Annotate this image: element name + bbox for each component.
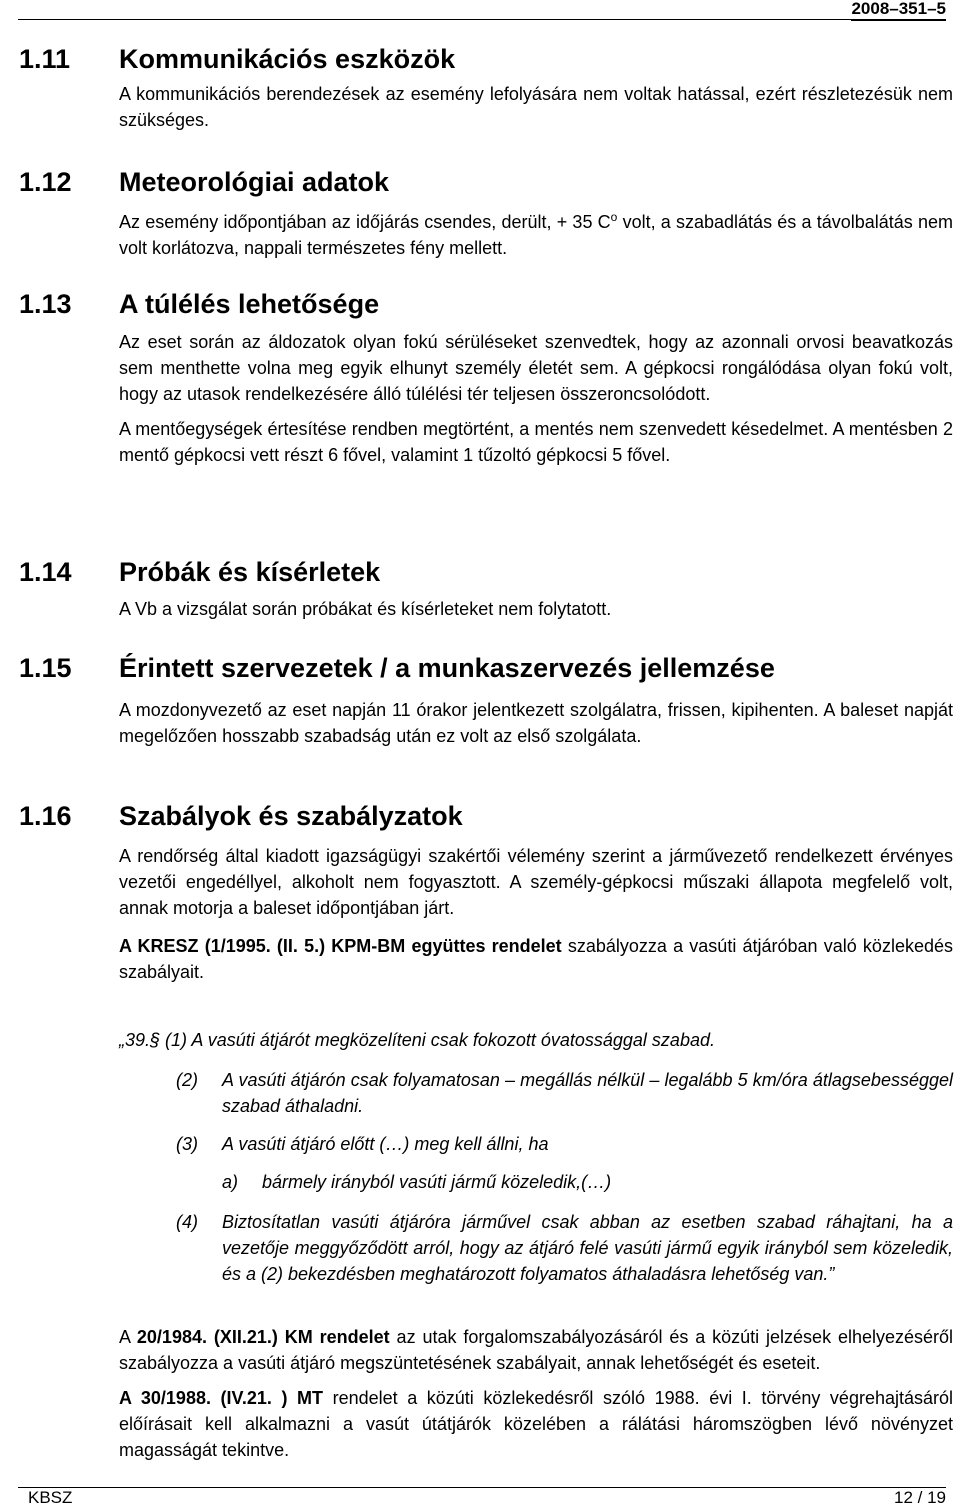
section-heading bbox=[19, 799, 953, 833]
paragraph-text: az utak forgalomszabályozásáról és a közúti jelzések elhelyezéséről szabályozza a vasúti átjáró megszüntetésének szabályait, annak lehetőségét és eseteit. bbox=[119, 1327, 954, 1373]
section-title: Kommunikációs eszközök bbox=[119, 44, 456, 74]
paragraph: A Vb a vizsgálat során próbákat és kísérleteket nem folytatott. bbox=[119, 599, 612, 619]
section-1-16-continued bbox=[19, 1324, 953, 1463]
rule-number: a) bbox=[222, 1172, 239, 1192]
regulation-reference: A KRESZ (1/1995. (II. 5.) KPM-BM együttes rendelet bbox=[119, 936, 562, 956]
rule-text: bármely irányból vasúti jármű közeledik,(…) bbox=[262, 1172, 612, 1192]
quoted-rule-1: „39.§ (1) A vasúti átjárót megközelíteni csak fokozott óvatossággal szabad. bbox=[119, 1030, 715, 1050]
regulation-reference: 20/1984. (XII.21.) KM rendelet bbox=[136, 1327, 390, 1347]
section-1-11 bbox=[19, 42, 953, 133]
paragraph bbox=[119, 204, 953, 261]
rule-number: (4) bbox=[176, 1212, 198, 1232]
rule-text: A vasúti átjárón csak folyamatosan – megállás nélkül – legalább 5 km/óra átlagsebességgel szabad áthaladni. bbox=[222, 1070, 953, 1116]
footer-organization: KBSZ bbox=[28, 1488, 73, 1507]
rule-number: (3) bbox=[176, 1134, 198, 1154]
quoted-rule-4 bbox=[176, 1209, 953, 1287]
paragraph-text: Az esemény időpontjában az időjárás csendes, derült, + 35 C bbox=[119, 212, 611, 232]
section-number: 1.11 bbox=[19, 44, 71, 74]
paragraph-text: A bbox=[119, 1327, 137, 1347]
section-number: 1.14 bbox=[19, 557, 72, 587]
section-number: 1.15 bbox=[19, 653, 72, 683]
quoted-rule-2 bbox=[176, 1067, 953, 1119]
section-heading bbox=[19, 165, 953, 199]
degree-superscript: o bbox=[610, 210, 618, 224]
section-title: Szabályok és szabályzatok bbox=[119, 801, 463, 831]
document-id: 2008–351–5 bbox=[851, 0, 946, 21]
section-heading bbox=[19, 651, 953, 685]
section-1-14 bbox=[19, 555, 953, 622]
paragraph-text: szabályozza a vasúti átjáróban való közlekedés szabályait. bbox=[119, 936, 953, 982]
section-title: Próbák és kísérletek bbox=[119, 557, 381, 587]
paragraph: A rendőrség által kiadott igazságügyi szakértői vélemény szerint a járművezető rendelkezett érvényes vezetői engedéllyel, alkoholt nem fogyasztott. A személy-gépkocsi műszaki állapota megfelelő volt, annak motorja a baleset időpontjában járt. bbox=[119, 846, 953, 918]
section-number: 1.16 bbox=[19, 801, 72, 831]
section-1-12 bbox=[19, 165, 953, 261]
section-title: Meteorológiai adatok bbox=[119, 167, 390, 197]
rule-number: (2) bbox=[176, 1070, 198, 1090]
paragraph bbox=[119, 933, 953, 985]
section-title: A túlélés lehetősége bbox=[119, 289, 380, 319]
section-heading bbox=[19, 42, 953, 76]
quoted-rule-3 bbox=[176, 1131, 953, 1157]
section-1-15 bbox=[19, 651, 953, 749]
section-1-16 bbox=[19, 799, 953, 985]
section-number: 1.13 bbox=[19, 289, 72, 319]
header-rule bbox=[18, 19, 946, 20]
paragraph bbox=[119, 1324, 953, 1376]
section-1-13 bbox=[19, 287, 953, 468]
page-number: 12 / 19 bbox=[894, 1488, 946, 1507]
rule-text: A vasúti átjáró előtt (…) meg kell állni, ha bbox=[222, 1134, 549, 1154]
paragraph: A mentőegységek értesítése rendben megtörtént, a mentés nem szenvedett késedelmet. A mentésben 2 mentő gépkocsi vett részt 6 fővel, valamint 1 tűzoltó gépkocsi 5 fővel. bbox=[119, 419, 953, 465]
section-heading bbox=[19, 555, 953, 589]
paragraph: A kommunikációs berendezések az esemény lefolyására nem voltak hatással, ezért részletezésük nem szükséges. bbox=[119, 84, 953, 130]
section-number: 1.12 bbox=[19, 167, 72, 197]
section-title: Érintett szervezetek / a munkaszervezés jellemzése bbox=[119, 653, 775, 683]
quoted-rule-3a bbox=[222, 1169, 953, 1195]
paragraph: A mozdonyvezető az eset napján 11 órakor jelentkezett szolgálatra, frissen, kipihenten. A baleset napját megelőzően hosszabb szabadság után ez volt az első szolgálata. bbox=[119, 700, 953, 746]
paragraph: Az eset során az áldozatok olyan fokú sérüléseket szenvedtek, hogy az azonnali orvosi beavatkozás sem menthette volna meg egyik elhunyt személy életét sem. A gépkocsi rongálódása olyan fokú volt, hogy az utasok rendelkezésére álló túlélési tér teljesen összeroncsolódott. bbox=[119, 332, 953, 404]
paragraph-text: rendelet a közúti közlekedésről szóló 1988. évi I. törvény végrehajtásáról előírásait kell alkalmazni a vasút útátjárók közelében a rálátási háromszögben lévő növényzet magasságát tekintve. bbox=[119, 1388, 954, 1460]
paragraph-text: volt, a szabadlátás és a távolbalátás nem volt korlátozva, nappali természetes fény mellett. bbox=[119, 212, 954, 258]
section-heading bbox=[19, 287, 953, 321]
rule-text: Biztosítatlan vasúti átjáróra járművel csak abban az esetben szabad ráhajtani, ha a vezetője meggyőződött arról, hogy az átjáró felé vasúti jármű egyik irányból sem közeledik, és a (2) bekezdésben meghatározott folyamatos áthaladásra lehetőség van.” bbox=[222, 1212, 953, 1284]
footer-rule bbox=[18, 1487, 946, 1488]
paragraph bbox=[119, 1385, 953, 1463]
page-footer bbox=[28, 1489, 946, 1507]
regulation-reference: A 30/1988. (IV.21. ) MT bbox=[119, 1388, 324, 1408]
